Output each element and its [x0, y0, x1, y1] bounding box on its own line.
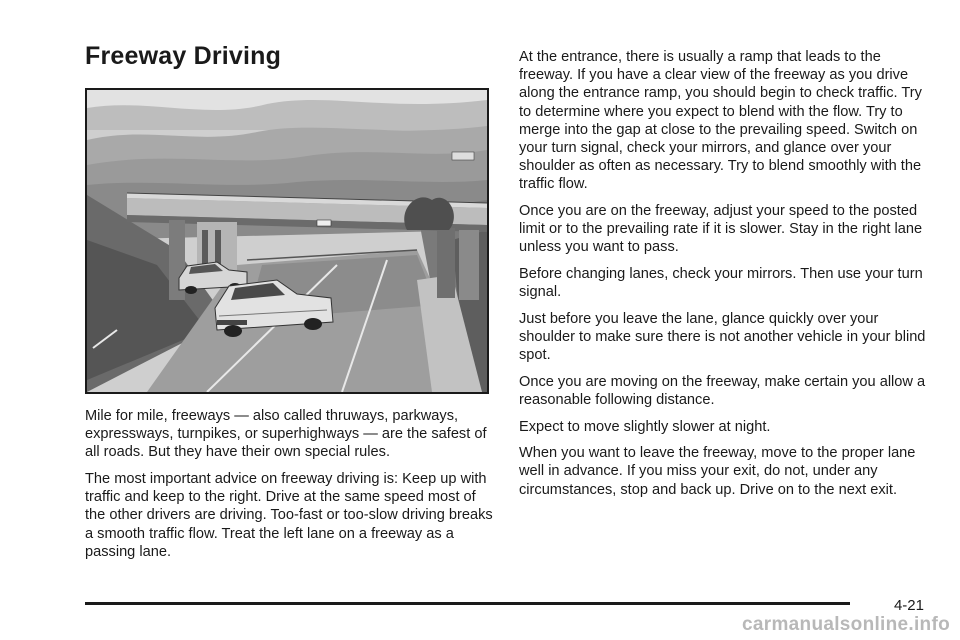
paragraph: Once you are on the freeway, adjust your speed to the posted limit or to the prevailing rate if it is slower. Stay in the right lane unless you want to pass.	[519, 203, 923, 256]
footer-rule	[85, 602, 850, 605]
paragraph: Just before you leave the lane, glance quickly over your shoulder to make sure there is not another vehicle in your blind spot.	[519, 310, 926, 364]
page-number: 4-21	[893, 597, 924, 614]
right-column	[519, 48, 931, 507]
watermark: carmanualsonline.info	[742, 614, 950, 635]
page-title: Freeway Driving	[85, 42, 282, 70]
paragraph: Once you are moving on the freeway, make certain you allow a reasonable following distance.	[519, 373, 926, 409]
paragraph: The most important advice on freeway driving is: Keep up with traffic and keep to the right. Drive at the same speed most of the other drivers are driving. Too-fast or too-slow driving breaks a smooth traffic flow. Treat the left lane on a freeway as a passing lane.	[85, 471, 493, 560]
paragraph: When you want to leave the freeway, move to the proper lane well in advance. If you miss your exit, do not, under any circumstances, stop and back up. Drive on to the next exit.	[519, 445, 916, 498]
paragraph: Mile for mile, freeways — also called thruways, parkways, expressways, turnpikes, or superhighways — are the safest of all roads. But they have their own special rules.	[85, 408, 487, 461]
paragraph: Before changing lanes, check your mirrors. Then use your turn signal.	[519, 266, 923, 301]
left-column	[85, 407, 497, 569]
freeway-illustration	[85, 88, 489, 394]
paragraph: At the entrance, there is usually a ramp that leads to the freeway. If you have a clear view of the freeway as you drive along the entrance ramp, you should begin to check traffic. Try to determine where you expect to blend with the flow. Try to merge into the gap at close to the prevailing speed. Switch on your turn signal, check your mirrors, and glance over your shoulder as often as necessary. Try to blend smoothly with the traffic flow.	[519, 49, 922, 193]
freeway-illustration-icon	[87, 90, 487, 392]
paragraph: Expect to move slightly slower at night.	[519, 418, 771, 435]
